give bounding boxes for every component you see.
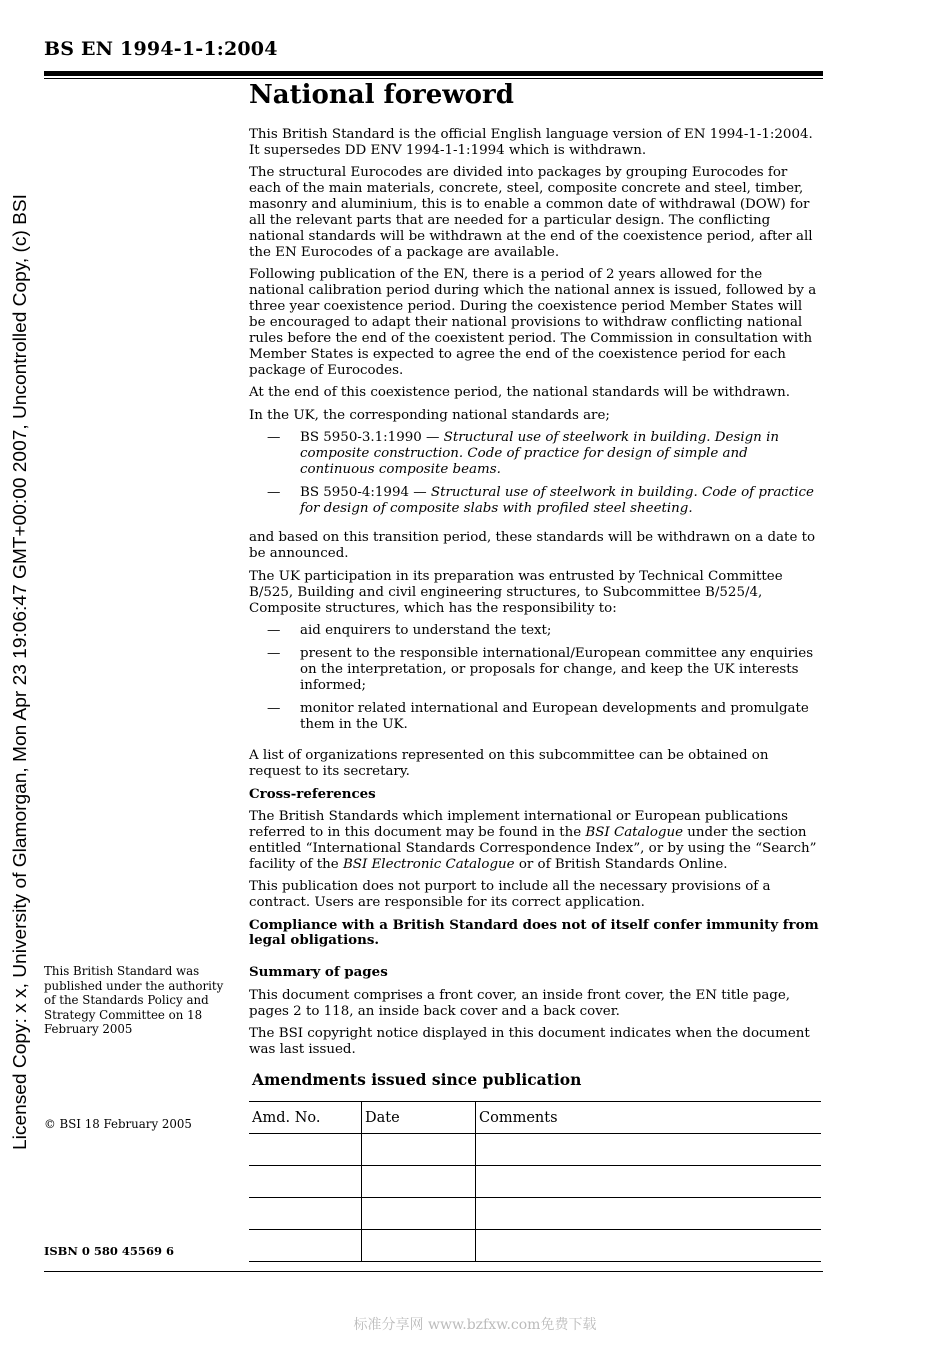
cross-references-heading: Cross-references: [249, 785, 376, 802]
amendments-table: [249, 1101, 821, 1262]
intro-paragraph: This British Standard is the official English language version of EN 1994-1-1:2004. It supersedes DD ENV 1994-1-1:1994 which is withdrawn.: [249, 127, 813, 158]
cross-references-paragraph: The British Standards which implement international or European publications referred to in this document may be found in the BSI Catalogue under the section entitled “International Standards Correspondence Index”, or by using the “Search” facility of the BSI Electronic Catalogue or of British Standards Online.: [249, 809, 817, 872]
column-header-comments: Comments: [476, 1102, 822, 1134]
table-row: [249, 1230, 821, 1262]
list-item: — present to the responsible international/European committee any enquiries on the interpretation, or proposals for change, and keep the UK interests informed;: [267, 645, 814, 693]
header-rule-thick: [44, 71, 823, 76]
withdrawal-paragraph: At the end of this coexistence period, the national standards will be withdrawn.: [249, 385, 791, 401]
summary-paragraph: This document comprises a front cover, an inside front cover, the EN title page, pages 2 to 118, an inside back cover and a back cover.: [249, 987, 791, 1019]
amendments-title: Amendments issued since publication: [252, 1070, 582, 1089]
header-rule-thin: [44, 78, 823, 79]
authority-note: This British Standard was published under the authority of the Standards Policy and Strategy Committee on 18 February 2005: [44, 964, 224, 1037]
standards-list: [249, 430, 821, 517]
site-watermark: 标准分享网 www.bzfxw.com免费下载: [353, 1317, 597, 1333]
transition-paragraph: and based on this transition period, these standards will be withdrawn on a date to be announced.: [249, 530, 816, 562]
column-header-date: Date: [362, 1102, 476, 1134]
table-row: [249, 1198, 821, 1230]
compliance-notice: Compliance with a British Standard does not of itself confer immunity from legal obligations.: [249, 916, 819, 949]
column-header-amd-no: Amd. No.: [249, 1102, 362, 1134]
organizations-paragraph: A list of organizations represented on this subcommittee can be obtained on request to its secretary.: [249, 748, 769, 780]
committee-paragraph: The UK participation in its preparation was entrusted by Technical Committee B/525, Building and civil engineering structures, to Subcommittee B/525/4, Composite structures, which has the responsibility to:: [249, 568, 783, 616]
uk-standards-intro: In the UK, the corresponding national standards are;: [249, 407, 610, 423]
summary-heading: Summary of pages: [249, 964, 388, 981]
document-id: BS EN 1994-1-1:2004: [44, 38, 278, 60]
list-item: — BS 5950-3.1:1990 — Structural use of steelwork in building. Design in composite construction. Code of practice for design of simple and continuous composite beams.: [267, 429, 779, 477]
contract-paragraph: This publication does not purport to include all the necessary provisions of a contract. Users are responsible for its correct application.: [249, 879, 771, 911]
list-item: — aid enquirers to understand the text;: [267, 622, 552, 638]
packages-paragraph: The structural Eurocodes are divided into packages by grouping Eurocodes for each of the main materials, concrete, steel, composite concrete and steel, timber, masonry and aluminium, this is to enable a common date of withdrawal (DOW) for all the relevant parts that are needed for a particular design. The conflicting national standards will be withdrawn at the end of the coexistence period, after all the EN Eurocodes of a package are available.: [249, 165, 813, 260]
page-title: National foreword: [249, 80, 514, 110]
list-item: — monitor related international and European developments and promulgate them in the UK.: [267, 700, 809, 732]
list-item: — BS 5950-4:1994 — Structural use of steelwork in building. Code of practice for design of composite slabs with profiled steel sheeting.: [267, 484, 814, 516]
table-row: [249, 1166, 821, 1198]
responsibility-list: [249, 623, 821, 732]
footer-rule: [44, 1271, 823, 1272]
calibration-paragraph: Following publication of the EN, there is a period of 2 years allowed for the national calibration period during which the national annex is issued, followed by a three year coexistence period. During the coexistence period Member States will be encouraged to adapt their national provisions to withdraw conflicting national rules before the end of the coexistent period. The Commission in consultation with Member States is expected to agree the end of the coexistence period for each package of Eurocodes.: [249, 267, 817, 378]
copyright-notice-paragraph: The BSI copyright notice displayed in this document indicates when the document was last issued.: [249, 1026, 810, 1057]
table-header-row: [249, 1102, 821, 1134]
license-watermark-text: Licensed Copy: x x, University of Glamorgan, Mon Apr 23 19:06:47 GMT+00:00 2007, Uncontrolled Copy, (c) BSI: [9, 225, 30, 1150]
copyright-line: © BSI 18 February 2005: [44, 1117, 192, 1131]
table-row: [249, 1134, 821, 1166]
isbn: ISBN 0 580 45569 6: [44, 1244, 174, 1258]
foreword-body: [249, 127, 821, 1064]
